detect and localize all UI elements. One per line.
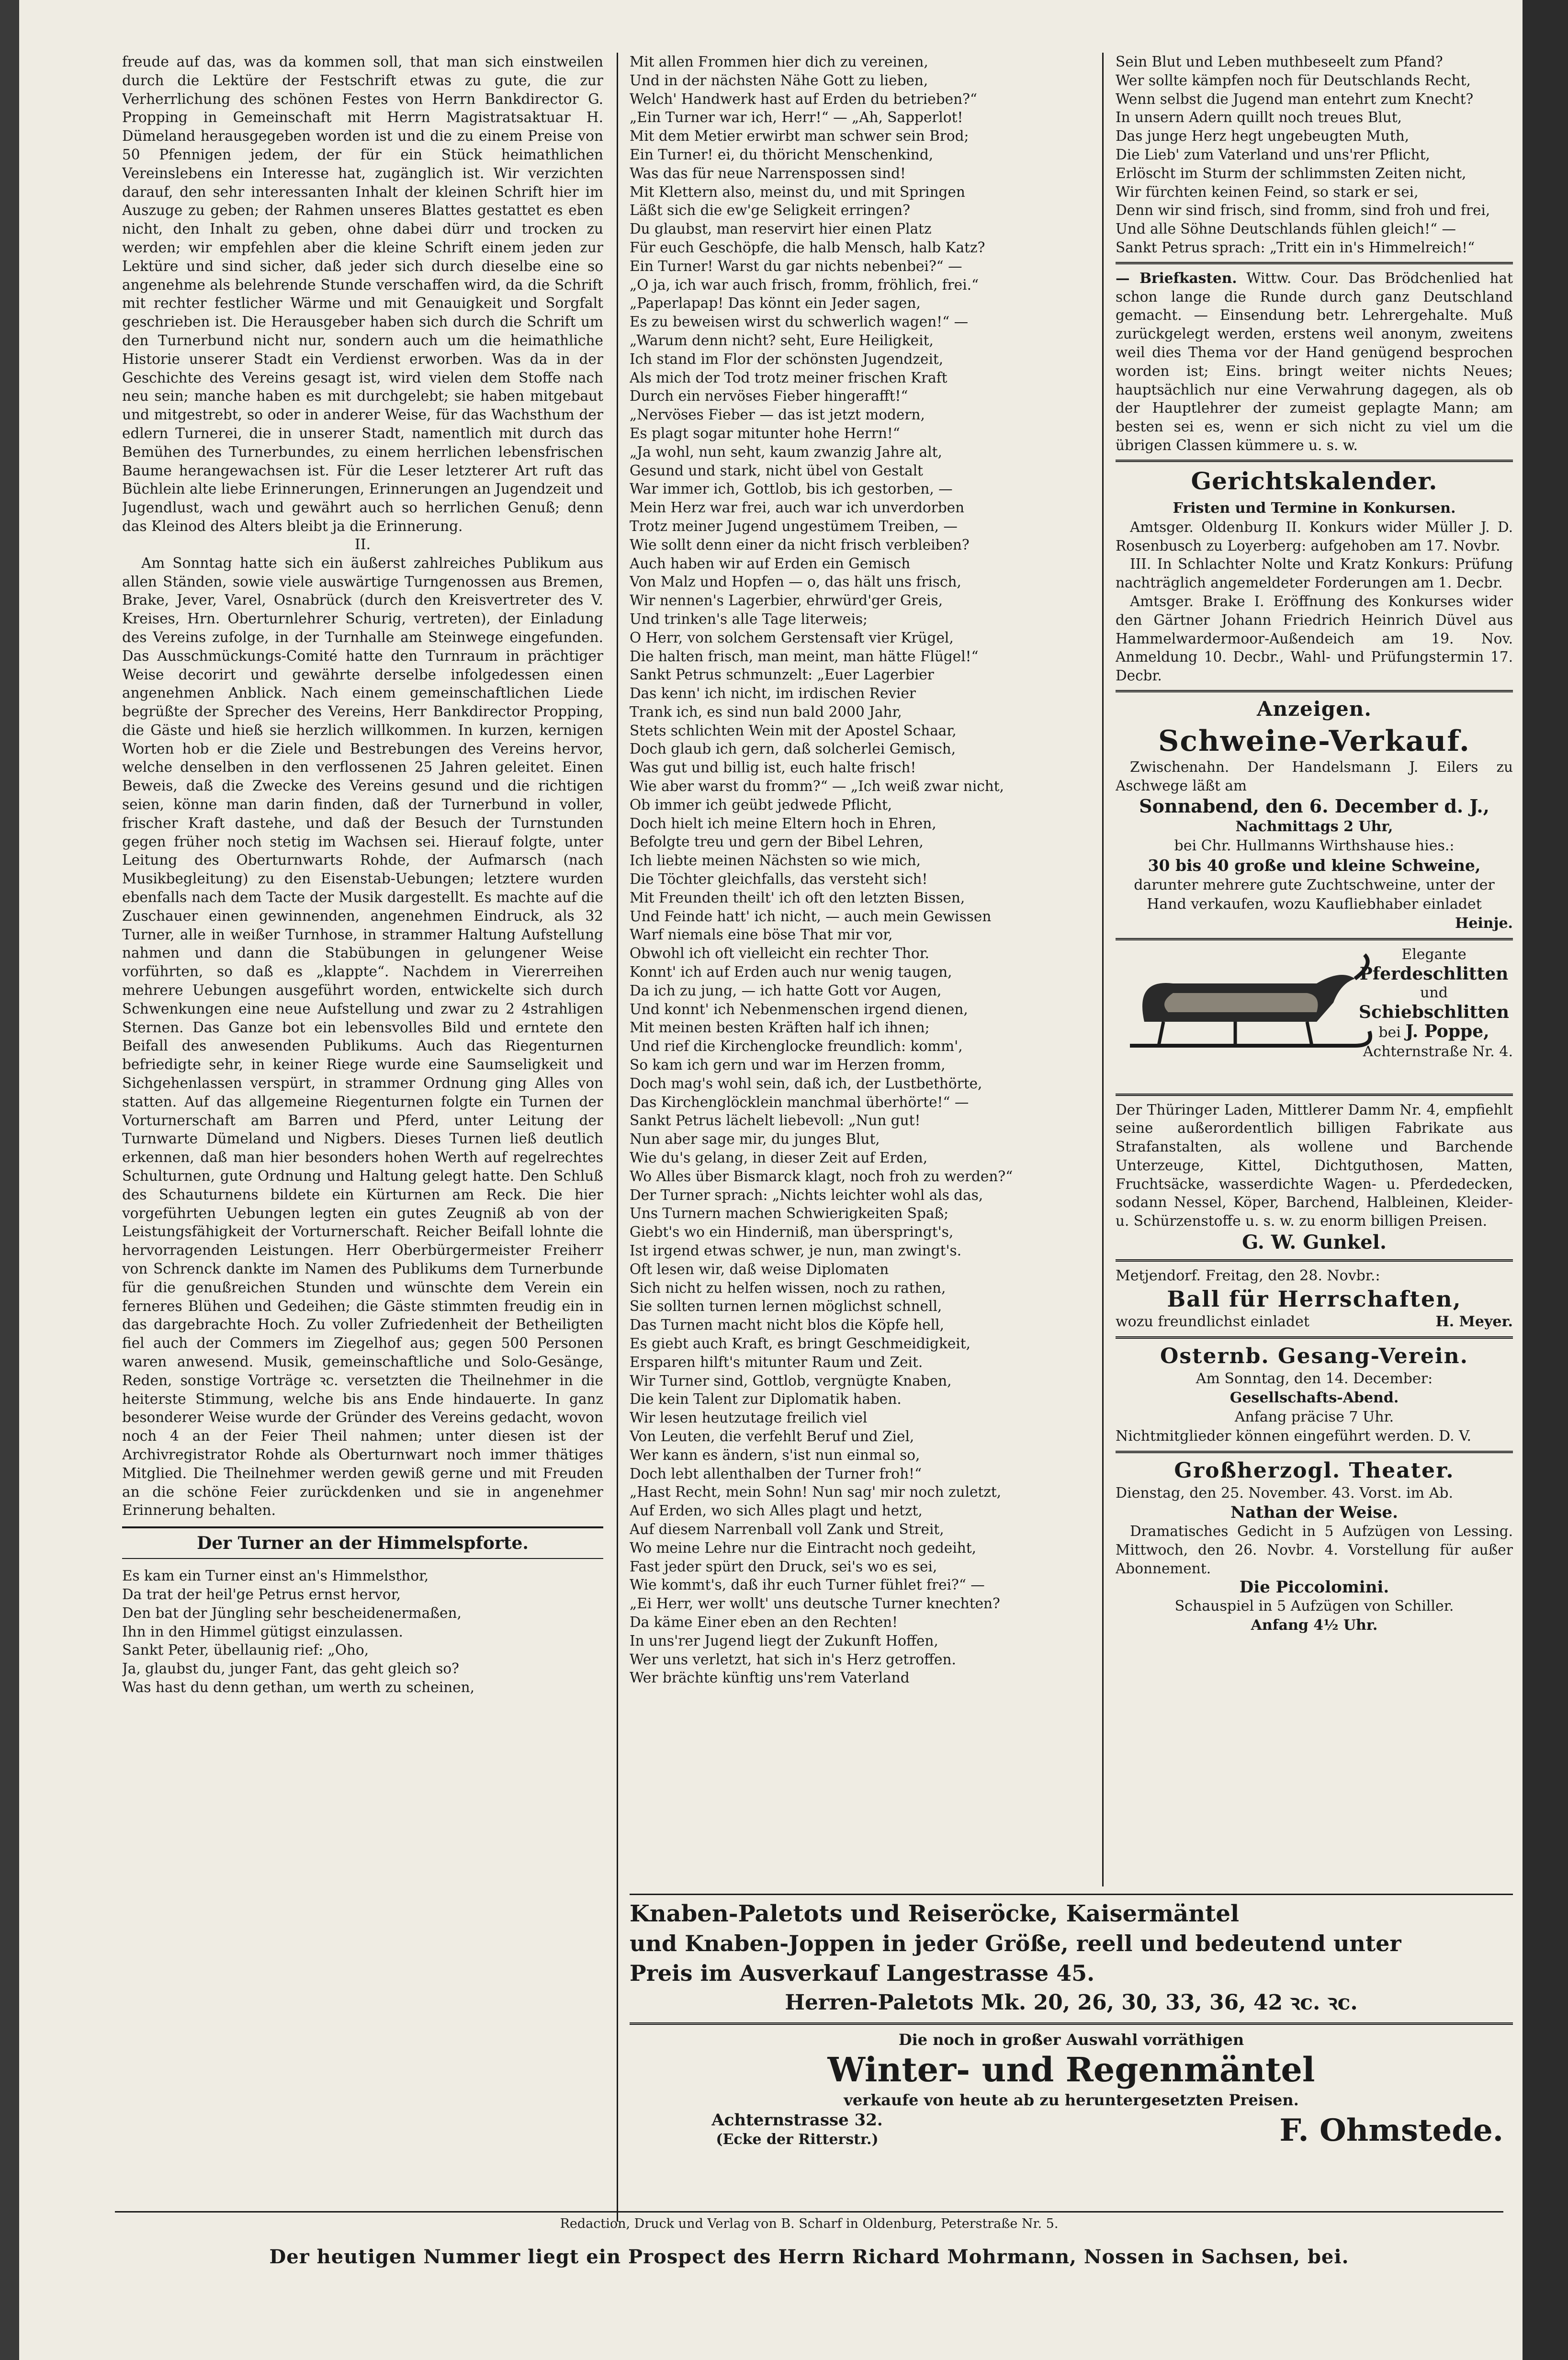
gericht-title: Gerichtskalender. bbox=[1191, 466, 1438, 495]
column-rule-1 bbox=[617, 53, 618, 2222]
gesang-line-4: Nichtmitglieder können eingeführt werden. D. V. bbox=[1116, 1428, 1472, 1445]
gericht-entry-3: Amtsger. Brake I. Eröffnung des Konkurses wider den Gärtner Johann Friedrich Heinrich Düvel aus Hammelwardermoor-Außendeich am 19. Nov. Anmeldung 10. Decbr., Wahl- und Prüfungstermin 17. Decbr. bbox=[1116, 593, 1513, 684]
divider bbox=[1116, 1451, 1513, 1453]
divider bbox=[1116, 690, 1513, 692]
column-1 bbox=[122, 53, 603, 2222]
poem-end: Sein Blut und Leben muthbeseelt zum Pfand? Wer sollte kämpfen noch für Deutschlands Recht, Wenn selbst die Jugend man entehrt zum Knecht? In unsern Adern quillt noch treues Blut, Das junge Herz hegt ungebeugten Muth, Die Lieb' zum Vaterland und uns'rer Pflicht, Erlöscht im Sturm der schlimmsten Zeiten nicht, Wir fürchten keinen Feind, so stark er sei, Denn wir sind frisch, sind fromm, sind froh und frei, Und alle Söhne Deutschlands fühlen gleich!“ — Sankt Petrus sprach: „Tritt ein in's Himmelreich!“ bbox=[1116, 54, 1490, 256]
divider bbox=[630, 1894, 1513, 1895]
gesang-line-3: Anfang präcise 7 Uhr. bbox=[1234, 1409, 1394, 1426]
schweine-time: Nachmittags 2 Uhr, bbox=[1235, 818, 1393, 835]
schweine-title: Schweine-Verkauf. bbox=[1158, 724, 1470, 758]
theater-line-3: Dramatisches Gedicht in 5 Aufzügen von Lessing. Mittwoch, den 26. Novbr. 4. Vorstellung für außer Abonnement. bbox=[1116, 1523, 1513, 1577]
gericht-entry-2: III. In Schlachter Nolte und Kratz Konkurs: Prüfung nachträglich angemeldeter Forderungen am 1. Decbr. bbox=[1116, 556, 1513, 591]
schweine-text-3: darunter mehrere gute Zuchtschweine, unter der Hand verkaufen, wozu Kaufliebhaber einladet bbox=[1134, 876, 1495, 913]
column-3 bbox=[1116, 53, 1513, 1882]
schlitten-text bbox=[1355, 945, 1513, 1061]
theater-line-6: Anfang 4½ Uhr. bbox=[1251, 1617, 1378, 1634]
theater-line-4: Die Piccolomini. bbox=[1239, 1578, 1389, 1597]
ball-title: Ball für Herrschaften, bbox=[1167, 1286, 1462, 1312]
schlitten-line-6: J. Poppe, bbox=[1405, 1021, 1489, 1041]
paletots-line-1: Knaben-Paletots und Reiseröcke, Kaisermäntel bbox=[630, 1900, 1240, 1927]
poem-continuation: Mit allen Frommen hier dich zu vereinen, Und in der nächsten Nähe Gott zu lieben, Welch' Handwerk hast auf Erden du betrieben?“ „Ein Turner war ich, Herr!“ — „Ah, Sapperlot! Mit dem Metier erwirbt man schwer sein Brod; Ein Turner! ei, du thöricht Menschenkind, Was das für neue Narrenspossen sind! Mit Klettern also, meinst du, und mit Springen Läßt sich die ew'ge Seligkeit erringen? Du glaubst, man reservirt hier einen Platz Für euch Geschöpfe, die halb Mensch, halb Katz? Ein Turner! Warst du gar nichts nebenbei?“ — „O ja, ich war auch frisch, fromm, fröhlich, frei.“ „Paperlapap! Das könnt ein Jeder sagen, Es zu beweisen wirst du schwerlich wagen!“ — „Warum denn nicht? seht, Eure Heiligkeit, Ich stand im Flor der schönsten Jugendzeit, Als mich der Tod trotz meiner frischen Kraft Durch ein nervöses Fieber hingerafft!“ „Nervöses Fieber — das ist jetzt modern, Es plagt sogar mitunter hohe Herrn!“ „Ja wohl, nun seht, kaum zwanzig Jahre alt, Gesund und stark, nicht übel von Gestalt War immer ich, Gottlob, bis ich gestorben, — Mein Herz war frei, auch war ich unverdorben Trotz meiner Jugend ungestümem Treiben, — Wie sollt denn einer da nicht frisch verbleiben? Auch haben wir auf Erden ein Gemisch Von Malz und Hopfen — o, das hält uns frisch, Wir nennen's Lagerbier, ehrwürd'ger Greis, Und trinken's alle Tage literweis; O Herr, von solchem Gerstensaft vier Krügel, Die halten frisch, man meint, man hätte Flügel!“ Sankt Petrus schmunzelt: „Euer Lagerbier Das kenn' ich nicht, im irdischen Revier Trank ich, es sind nun bald 2000 Jahr, Stets schlichten Wein mit der Apostel Schaar, Doch glaub ich gern, daß solcherlei Gemisch, Was gut und billig ist, euch halte frisch! Wie aber warst du fromm?“ — „Ich weiß zwar nicht, Ob immer ich geübt jedwede Pflicht, Doch hielt ich meine Eltern hoch in Ehren, Befolgte treu und gern der Bibel Lehren, Ich liebte meinen Nächsten so wie mich, Die Töchter gleichfalls, das versteht sich! Mit Freunden theilt' ich oft den letzten Bissen, Und Feinde hatt' ich nicht, — auch mein Gewissen Warf niemals eine böse That mir vor, Obwohl ich oft vielleicht ein rechter Thor. Konnt' ich auf Erden auch nur wenig taugen, Da ich zu jung, — ich hatte Gott vor Augen, Und konnt' ich Nebenmenschen irgend dienen, Mit meinen besten Kräften half ich ihnen; Und rief die Kirchenglocke freundlich: komm', So kam ich gern und war im Herzen fromm, Doch mag's wohl sein, daß ich, der Lustbethörte, Das Kirchenglöcklein manchmal überhörte!“ — Sankt Petrus lächelt liebevoll: „Nun gut! Nun aber sage mir, du junges Blut, Wie du's gelang, in dieser Zeit auf Erden, Wo Alles über Bismarck klagt, noch froh zu werden?“ Der Turner sprach: „Nichts leichter wohl als das, Uns Turnern machen Schwierigkeiten Spaß; Giebt's wo ein Hinderniß, man überspringt's, Ist irgend etwas schwer, je nun, man zwingt's. Oft lesen wir, daß weise Diplomaten Sich nicht zu helfen wissen, noch zu rathen, Sie sollten turnen lernen möglichst schnell, Das Turnen macht nicht blos die Köpfe hell, Es giebt auch Kraft, es bringt Geschmeidigkeit, Ersparen hilft's mitunter Raum und Zeit. Wir Turner sind, Gottlob, vergnügte Knaben, Die kein Talent zur Diplomatik haben. Wir lesen heutzutage freilich viel Von Leuten, die verfehlt Beruf und Ziel, Wer kann es ändern, s'ist nun einmal so, Doch lebt allenthalben der Turner froh!“ „Hast Recht, mein Sohn! Nun sag' mir noch zuletzt, Auf Erden, wo sich Alles plagt und hetzt, Auf diesem Narrenball voll Zank und Streit, Wo meine Lehre nur die Eintracht noch gedeiht, Fast jeder spürt den Druck, sei's wo es sei, Wie kommt's, daß ihr euch Turner fühlet frei?“ — „Ei Herr, wer wollt' uns deutsche Turner knechten? Da käme Einer eben an den Rechten! In uns'rer Jugend liegt der Zukunft Hoffen, Wer uns verletzt, hat sich in's Herz getroffen. Wer brächte künftig uns'rem Vaterland bbox=[630, 54, 1013, 1686]
page-edge bbox=[1523, 0, 1568, 2360]
poem-start: Es kam ein Turner einst an's Himmelsthor, Da trat der heil'ge Petrus ernst hervor, Den bat der Jüngling sehr bescheidenermaßen, Ihn in den Himmel gütigst einzulassen. Sankt Peter, übellaunig rief: „Oho, Ja, glaubst du, junger Fant, das geht gleich so? Was hast du denn gethan, um werth zu scheinen, bbox=[122, 1568, 475, 1695]
gericht-subtitle: Fristen und Termine in Konkursen. bbox=[1173, 499, 1456, 517]
divider bbox=[1116, 1259, 1513, 1262]
column-rule-2 bbox=[1102, 53, 1104, 1886]
winter-sign: F. Ohmstede. bbox=[1279, 2112, 1503, 2148]
schlitten-line-3: und bbox=[1420, 984, 1448, 1001]
ball-text bbox=[1116, 1312, 1513, 1332]
briefkasten-text: Wittw. Cour. Das Brödchenlied hat schon lange die Runde durch ganz Deutschland gemacht. — Einsendung betr. Lehrergehalte. Muß zurückgelegt werden, erstens weil anonym, zweitens weil dies Thema vor der Hand genügend besprochen worden ist; Eins. bringt weiter nichts Neues; hauptsächlich nur eine Verwahrung dagegen, als ob der Hauptlehrer der zumeist geplagte Mann; am besten sei es, wenn er sich nicht zu viel um die übrigen Classen kümmere u. s. w. bbox=[1116, 270, 1513, 453]
schweine-sign: Heinje. bbox=[1455, 915, 1513, 932]
prospect-notice: Der heutigen Nummer liegt ein Prospect des Herrn Richard Mohrmann, Nossen in Sachsen, bei. bbox=[269, 2246, 1349, 2268]
theater-line-2: Nathan der Weise. bbox=[1230, 1503, 1398, 1523]
schlitten-line-1: Elegante bbox=[1401, 946, 1466, 963]
divider bbox=[1116, 1094, 1513, 1096]
imprint: Redaction, Druck und Verlag von B. Scharf in Oldenburg, Peterstraße Nr. 5. bbox=[115, 2211, 1503, 2231]
newspaper-page bbox=[19, 0, 1523, 2360]
section-number: II. bbox=[354, 536, 371, 553]
schlitten-line-7: Achternstraße Nr. 4. bbox=[1363, 1043, 1513, 1060]
paletots-line-2: und Knaben-Joppen in jeder Größe, reell und bedeutend unter bbox=[630, 1931, 1401, 1956]
winter-address bbox=[630, 2110, 965, 2149]
winter-line-2: Winter- und Regenmäntel bbox=[827, 2050, 1315, 2089]
gesang-line-2: Gesellschafts-Abend. bbox=[1230, 1389, 1399, 1407]
paletots-line-3: Preis im Ausverkauf Langestrasse 45. bbox=[630, 1960, 1095, 1986]
schlitten-line-4: Schiebschlitten bbox=[1359, 1002, 1509, 1022]
gesang-title: Osternb. Gesang-Verein. bbox=[1160, 1344, 1468, 1369]
ball-line: Metjendorf. Freitag, den 28. Novbr.: bbox=[1116, 1267, 1380, 1285]
ball-text-label: wozu freundlichst einladet bbox=[1116, 1313, 1309, 1331]
anzeigen-title: Anzeigen. bbox=[1257, 697, 1372, 721]
briefkasten-label: — Briefkasten. bbox=[1116, 269, 1237, 286]
schweine-text-2: bei Chr. Hullmanns Wirthshause hies.: bbox=[1174, 837, 1455, 854]
gericht-entry-1: Amtsger. Oldenburg II. Konkurs wider Müller J. D. Rosenbusch zu Loyerberg: aufgehoben am 17. Novbr. bbox=[1116, 519, 1513, 554]
divider bbox=[1116, 262, 1513, 264]
schweine-bold: 30 bis 40 große und kleine Schweine, bbox=[1148, 856, 1481, 875]
article-turnerbund-part1: freude auf das, was da kommen soll, that man sich einstweilen durch die Lektüre der Festschrift etwas zu gute, die zur Verherrlichung des schönen Festes von Herrn Bankdirector G. Propping in Gemeinschaft mit Herrn Magistratsaktuar H. Dümeland herausgegeben worden ist und die zu einem Preise von 50 Pfennigen jedem, der für ein Stück heimathlichen Vereinslebens ein Interesse hat, zugänglich ist. Wir verzichten darauf, den sehr interessanten Inhalt der kleinen Schrift hier im Auszuge zu geben; der Rahmen unseres Blattes gestattet es eben nicht, den Inhalt zu geben, ohne dabei dürr und trocken zu werden; wir empfehlen aber die kleine Schrift einem jeden zur Lektüre und sind sicher, daß jeder sich durch dieselbe eine so angenehme als belehrende Stunde verschaffen wird, da die Schrift mit rechter festlicher Wärme und mit Genauigkeit und Sorgfalt geschrieben ist. Die Herausgeber haben sich durch die Schrift um den Turnerbund nicht nur, sondern auch um die heimathliche Historie unserer Stadt ein Verdienst erworben. Was da in der Geschichte des Vereins gesagt ist, wird vielen dem Stoffe nach neu sein; manche haben es mit durchgelebt; sie haben mitgebaut und mitgestrebt, so oder in anderer Weise, für das Wachsthum der edlern Turnerei, die in unserer Stadt, namentlich mit durch das Bemühen des Turnerbundes, zu einem herrlichen lebensfrischen Baume herangewachsen ist. Für die Leser letzterer Art ruft das Büchlein alte liebe Erinnerungen, Erinnerungen an Jugendzeit und Jugendlust, wach und gewährt auch so herrlichen Genuß; denn das Kleinod des Alters bleibt ja die Erinnerung. bbox=[122, 54, 603, 534]
theater-line-1: Dienstag, den 25. November. 43. Vorst. im Ab. bbox=[1116, 1485, 1453, 1502]
divider bbox=[1116, 938, 1513, 940]
schweine-text-1: Zwischenahn. Der Handelsmann J. Eilers zu Aschwege läßt am bbox=[1116, 758, 1513, 794]
winter-line-1: Die noch in großer Auswahl vorräthigen bbox=[898, 2031, 1244, 2049]
laden-text: Der Thüringer Laden, Mittlerer Damm Nr. 4, empfiehlt seine außerordentlich billigen Fabrikate aus Strafanstalten, als wollene und Barchende Unterzeuge, Kittel, Dichtguthosen, Matten, Fruchtsäcke, wasserdichte Wagen- u. Pferdedecken, sodann Nessel, Köper, Barchend, Halbleinen, Kleider- u. Schürzenstoffe u. s. w. zu enorm billigen Preisen. bbox=[1116, 1101, 1513, 1230]
article-turnerbund-part2: Am Sonntag hatte sich ein äußerst zahlreiches Publikum aus allen Ständen, sowie viele auswärtige Turngenossen aus Bremen, Brake, Jever, Varel, Osnabrück (durch den Kreisvertreter des V. Kreises, Hrn. Oberturnlehrer Schurig, vertreten), der Einladung des Vereins zufolge, in der Turnhalle am Steinwege eingefunden. Das Ausschmückungs-Comité hatte den Turnraum in prächtiger Weise decorirt und gewährte derselbe infolgedessen einen angenehmen Anblick. Nach einem gemeinschaftlichen Liede begrüßte der Sprecher des Vereins, Herr Bankdirector Propping, die Gäste und hieß sie herzlich willkommen. In kurzen, kernigen Worten hob er die Ziele und Bestrebungen des Vereins hervor, welche denselben in den verflossenen 25 Jahren geleitet. Einen Beweis, daß die Zwecke des Vereins gesund und die richtigen seien, könne man darin finden, daß der Turnerbund in voller, frischer Kraft dastehe, und daß der Besuch der Turnstunden gegen früher noch stetig im Wachsen sei. Hierauf folgte, unter Leitung des Oberturnwarts Rohde, der Aufmarsch (nach Musikbegleitung) zu den Eisenstab-Uebungen; letztere wurden ebenfalls nach dem Tacte der Musik dargestellt. Es machte auf die Zuschauer einen gewinnenden, angenehmen Eindruck, als 32 Turner, alle in weißer Turnhose, in strammer Haltung Aufstellung nahmen und dann die Stabübungen in gelungener Weise vorführten, so daß es „klappte“. Nachdem in Viererreihen mehrere Uebungen ausgeführt worden, entwickelte sich durch Schwenkungen eine neue Aufstellung und zwar zu 2 4strahligen Sternen. Das Ganze bot ein lebensvolles Bild und erntete den Beifall des anwesenden Publikums. Auch das Riegenturnen befriedigte sehr, in keiner Riege wurde eine Saumseligkeit und Sichgehenlassen verspürt, in strammer Ordnung ging Alles von statten. Auf das allgemeine Riegenturnen folgte ein Turnen der Vorturnerschaft am Barren und Pferd, unter Leitung der Turnwarte Dümeland und Nigbers. Dieses Turnen ließ deutlich erkennen, daß man hier besonders hohen Werth auf regelrechtes Schulturnen, gute Ordnung und Haltung gelegt hatte. Den Schluß des Schauturnens bildete ein Kürturnen am Reck. Die hier vorgeführten Uebungen legten ein gutes Zeugniß ab von der Leistungsfähigkeit der Vorturnerschaft. Reicher Beifall lohnte die hervorragenden Leistungen. Herr Oberbürgermeister Freiherr von Schrenck dankte im Namen des Publikums dem Turnerbunde für die genußreichen Stunden und wünschte dem Verein ein ferneres Blühen und Gedeihen; die Gäste stimmten freudig ein in das dargebrachte Hoch. Zu voller Zufriedenheit der Betheiligten fiel auch der Commers im Ziegelhof aus; gegen 500 Personen waren anwesend. Musik, gemeinschaftliche und Solo-Gesänge, Reden, sonstige Vorträge ꝛc. versetzten die Theilnehmer in die heiterste Stimmung, welche bis ans Ende hindauerte. In ganz besonderer Weise wurde der Gründer des Vereins gedacht, wovon noch 4 an der Feier Theil nahmen; unter diesen ist der Archivregistrator Rohde als Oberturnwart noch immer thätiges Mitglied. Die Theilnehmer werden gewiß gerne und mit Freuden an die schöne Feier zurückdenken und sie in angenehmer Erinnerung behalten. bbox=[122, 554, 603, 1519]
gesang-line-1: Am Sonntag, den 14. December: bbox=[1196, 1370, 1433, 1388]
winter-line-5: (Ecke der Ritterstr.) bbox=[716, 2131, 879, 2148]
schlitten-line-5: bei bbox=[1378, 1024, 1401, 1041]
divider bbox=[1116, 1336, 1513, 1339]
winter-line-3: verkaufe von heute ab zu heruntergesetzten Preisen. bbox=[844, 2091, 1299, 2109]
wide-ads bbox=[630, 1894, 1513, 2181]
schweine-date: Sonnabend, den 6. December d. J., bbox=[1139, 795, 1489, 817]
winter-line-4: Achternstrasse 32. bbox=[711, 2111, 883, 2130]
briefkasten bbox=[1116, 269, 1513, 455]
theater-line-5: Schauspiel in 5 Aufzügen von Schiller. bbox=[1174, 1598, 1454, 1615]
paletots-line-4: Herren-Paletots Mk. 20, 26, 30, 33, 36, 42 ꝛc. ꝛc. bbox=[785, 1990, 1358, 2015]
sleigh-icon bbox=[1116, 950, 1384, 1065]
divider bbox=[1116, 460, 1513, 462]
divider bbox=[630, 2022, 1513, 2025]
poem-title: Der Turner an der Himmelspforte. bbox=[122, 1526, 603, 1559]
ball-sign: H. Meyer. bbox=[1435, 1313, 1513, 1331]
theater-title: Großherzogl. Theater. bbox=[1174, 1458, 1455, 1483]
laden-sign: G. W. Gunkel. bbox=[1242, 1231, 1387, 1254]
column-2 bbox=[630, 53, 1094, 1872]
winter-footer bbox=[630, 2110, 1513, 2153]
schlitten-ad bbox=[1116, 945, 1513, 1089]
schlitten-line-2: Pferdeschlitten bbox=[1359, 963, 1509, 984]
